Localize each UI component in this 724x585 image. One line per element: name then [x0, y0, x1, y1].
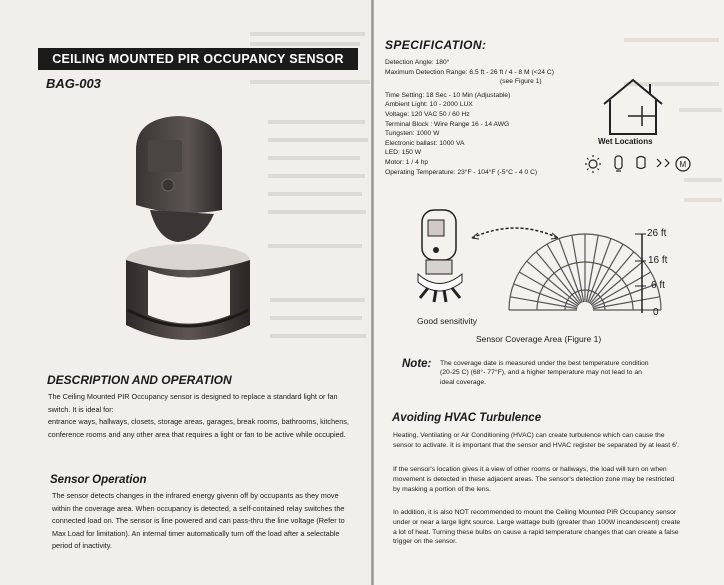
- tick-26ft: 26 ft: [647, 228, 667, 239]
- coverage-beam: [572, 235, 584, 302]
- sensor-photo: [118, 110, 258, 360]
- house-icon: [600, 76, 666, 136]
- load-type-icons: [585, 153, 695, 175]
- specification-heading: SPECIFICATION:: [385, 38, 487, 52]
- tick-0: 0: [653, 307, 659, 318]
- tick-16ft: 16 ft: [648, 255, 668, 266]
- note-heading: Note:: [402, 358, 432, 370]
- description-text: The Ceiling Mounted PIR Occupancy sensor is designed to replace a standard light or fan switch. It is ideal for: entrance ways, hallways, closets, storage areas, garages, break rooms, bathrooms, kitchens, conference rooms and any other area that requires a light or fan to be active while occupied.: [48, 392, 349, 439]
- hvac-paragraph-1: Heating, Ventilating or Air Conditioning (HVAC) can create turbulence which can cause the sensor to activate. It is important that the sensor and HVAC register be separated by at least 6'.: [393, 432, 680, 449]
- good-sensitivity-label: Good sensitivity: [417, 316, 477, 326]
- model-number: BAG-003: [46, 76, 101, 91]
- description-heading: DESCRIPTION AND OPERATION: [47, 373, 232, 387]
- coverage-beam: [593, 297, 660, 309]
- hvac-paragraph-3: In addition, it is also NOT recommended to mount the Ceiling Mounted PIR Occupancy sensor under or near a large light source. Large wattage bulb (greater than 100W incandescent) create a lot of heat. Turning these bulbs on cause a rapid temperature changes that can create a false trigger on the sensor.: [393, 509, 681, 546]
- wet-locations-label: Wet Locations: [598, 137, 653, 146]
- svg-text:M: M: [679, 160, 687, 169]
- coverage-beam: [586, 235, 598, 302]
- coverage-beam: [510, 297, 577, 309]
- hvac-heading: Avoiding HVAC Turbulence: [392, 412, 542, 424]
- figure-caption: Sensor Coverage Area (Figure 1): [476, 334, 602, 344]
- operation-heading: Sensor Operation: [50, 474, 147, 486]
- product-title: CEILING MOUNTED PIR OCCUPANCY SENSOR: [38, 48, 358, 70]
- hvac-paragraph-2: If the sensor's location gives it a view of other rooms or hallways, the load will turn on when movement is detected in these adjacent areas. The sensor's detection zone may be restricted by masking a portion of the lens.: [393, 466, 675, 493]
- operation-text: The sensor detects changes in the infrared energy givenn off by occupants as they move within the coverage area. When occupancy is detected, a self-contained relay switches the connected load on. The sensor is line powered and can pass-thru the line voltage (Refer to Max Load for limitation). An internal timer automatically turn off the load after a selectable period of inactivity.: [52, 491, 345, 551]
- note-text: The coverage date is measured under the best temperature condition (20-25 C) (68°- 77°F), and a higher temperature may not lead to an ideal coverage.: [440, 360, 649, 386]
- tick-6ft: 6 ft: [651, 280, 665, 291]
- specification-list: Detection Angle: 180° Maximum Detection Range: 6.5 ft - 26 ft / 4 - 8 M (<24 C) (see Figure 1) Time Setting: 18 Sec - 10 Min (Adjustable) Ambient Light: 10 - 2000 LUX Voltage: 120 VAC 50 / 60 Hz Terminal Block : Wire Range 16 - 14 AWG Tungsten: 1000 W Electronic ballast: 1000 VA LED: 150 W Motor: 1 / 4 hp Operating Temperature: 23°F - 104°F (-5°C - 4 0 C): [385, 59, 554, 176]
